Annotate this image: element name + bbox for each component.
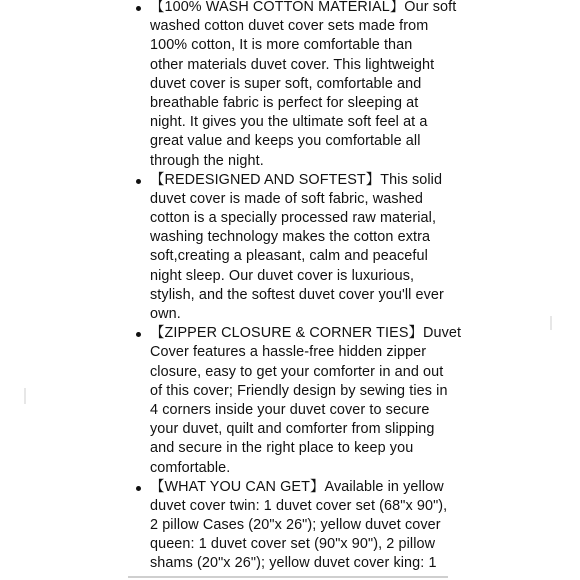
bullet-text-line: shams (20"x 26"); yellow duvet cover king: 1 bbox=[150, 555, 437, 572]
bullet-text-line: soft,creating a pleasant, calm and peaceful bbox=[150, 248, 428, 265]
bullet-text-line: Cover features a hassle-free hidden zipper bbox=[150, 344, 427, 361]
bottom-divider bbox=[128, 576, 448, 578]
left-edge-artifact bbox=[24, 388, 26, 404]
bullet-text-line: your duvet, quilt and comforter from slipping bbox=[150, 421, 435, 438]
bullet-dot-icon bbox=[136, 179, 141, 184]
bullet-text-line: great value and keeps you comfortable all bbox=[150, 133, 421, 150]
bullet-text-line: other materials duvet cover. This lightweight bbox=[150, 56, 435, 73]
bullet-text-line: washed cotton duvet cover sets made from bbox=[150, 18, 429, 35]
bullet-text-line: duvet cover twin: 1 duvet cover set (68"x 90"), bbox=[150, 497, 448, 514]
bullet-text-line: cotton is a specially processed raw material, bbox=[150, 210, 437, 227]
bullet-dot-icon bbox=[136, 486, 141, 491]
bullet-text-line: washing technology makes the cotton extra bbox=[150, 229, 431, 246]
bullet-text-line: night. It gives you the ultimate soft feel at a bbox=[150, 114, 428, 131]
bullet-text-line: duvet cover is super soft, comfortable and bbox=[150, 75, 422, 92]
feature-bullet-list bbox=[136, 0, 462, 574]
bullet-text-line: own. bbox=[150, 306, 181, 322]
bullet-what-you-can-get bbox=[136, 478, 446, 574]
bullet-text-line: 【ZIPPER CLOSURE & CORNER TIES】Duvet bbox=[150, 325, 462, 342]
bullet-text-line: breathable fabric is perfect for sleeping at bbox=[150, 94, 419, 111]
bullet-dot-icon bbox=[136, 332, 141, 337]
bullet-dot-icon bbox=[136, 6, 141, 11]
bullet-text-line: 【100% WASH COTTON MATERIAL】Our soft bbox=[150, 0, 457, 15]
bullet-text-line: 4 corners inside your duvet cover to secure bbox=[150, 401, 430, 418]
bullet-text-line: through the night. bbox=[150, 152, 264, 169]
bullet-text-line: 2 pillow Cases (20"x 26"); yellow duvet cover bbox=[150, 517, 441, 534]
bullet-text-line: 100% cotton, It is more comfortable than bbox=[150, 37, 413, 54]
bullet-text-line: 【REDESIGNED AND SOFTEST】This solid bbox=[150, 171, 443, 188]
bullet-text-line: queen: 1 duvet cover set (90"x 90"), 2 pillow bbox=[150, 536, 436, 553]
bullet-text-line: comfortable. bbox=[150, 459, 231, 476]
bullet-text-line: of this cover; Friendly design by sewing ties in bbox=[150, 382, 448, 399]
bullet-text-line: duvet cover is made of soft fabric, washed bbox=[150, 190, 423, 207]
bullet-text-line: closure, easy to get your comforter in and out bbox=[150, 363, 444, 380]
bullet-text-line: stylish, and the softest duvet cover you'll ever bbox=[150, 286, 444, 303]
right-edge-artifact bbox=[550, 316, 552, 330]
bullet-zipper-closure-corner-ties bbox=[136, 324, 462, 478]
bullet-text-line: 【WHAT YOU CAN GET】Available in yellow bbox=[150, 478, 444, 495]
bullet-text-line: and secure in the right place to keep you bbox=[150, 440, 414, 457]
bullet-text-line: night sleep. Our duvet cover is luxurious, bbox=[150, 267, 415, 284]
bullet-wash-cotton-material bbox=[136, 0, 457, 171]
bullet-redesigned-and-softest bbox=[136, 171, 446, 325]
